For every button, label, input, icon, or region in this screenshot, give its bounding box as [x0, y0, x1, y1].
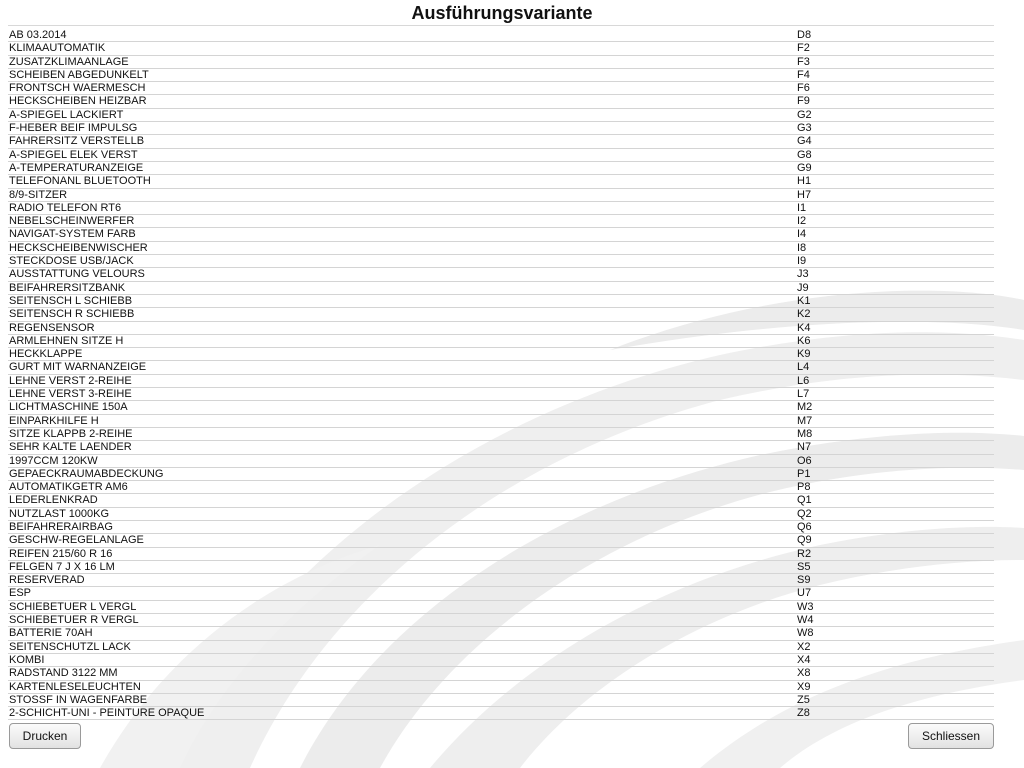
option-code: F4	[797, 68, 810, 81]
option-code: R2	[797, 547, 812, 560]
option-label: AUTOMATIKGETR AM6	[9, 481, 128, 494]
option-list	[8, 29, 994, 720]
option-label: BEIFAHRERSITZBANK	[9, 281, 126, 294]
option-code: I8	[797, 241, 807, 254]
option-code: P1	[797, 467, 811, 480]
option-code: W8	[797, 627, 814, 640]
option-label: REGENSENSOR	[9, 321, 95, 334]
option-label: 1997CCM 120KW	[9, 454, 98, 467]
option-row	[8, 202, 994, 215]
option-code: X9	[797, 680, 811, 693]
option-row	[8, 295, 994, 308]
option-row	[8, 667, 994, 680]
option-label: ARMLEHNEN SITZE H	[9, 334, 124, 347]
option-label: LICHTMASCHINE 150A	[9, 401, 128, 414]
option-label: SITZE KLAPPB 2-REIHE	[9, 427, 133, 440]
option-label: RADIO TELEFON RT6	[9, 201, 122, 214]
option-code: Z5	[797, 693, 810, 706]
option-row	[8, 162, 994, 175]
option-label: HECKSCHEIBENWISCHER	[9, 241, 148, 254]
option-label: STOSSF IN WAGENFARBE	[9, 693, 148, 706]
option-code: K2	[797, 308, 811, 321]
option-code: Q6	[797, 520, 812, 533]
option-row	[8, 69, 994, 82]
option-row	[8, 95, 994, 108]
option-code: Z8	[797, 707, 810, 720]
option-label: REIFEN 215/60 R 16	[9, 547, 113, 560]
option-label: EINPARKHILFE H	[9, 414, 99, 427]
option-label: SCHIEBETUER L VERGL	[9, 600, 137, 613]
option-row	[8, 29, 994, 42]
option-code: H7	[797, 188, 812, 201]
option-code: X4	[797, 653, 811, 666]
option-row	[8, 574, 994, 587]
option-row	[8, 694, 994, 707]
option-label: AUSSTATTUNG VELOURS	[9, 268, 145, 281]
option-label: RESERVERAD	[9, 574, 85, 587]
option-code: W3	[797, 600, 814, 613]
option-row	[8, 268, 994, 281]
option-label: LEDERLENKRAD	[9, 494, 98, 507]
option-row	[8, 534, 994, 547]
option-row	[8, 348, 994, 361]
option-row	[8, 189, 994, 202]
option-code: G8	[797, 148, 812, 161]
option-row	[8, 561, 994, 574]
option-label: SEITENSCH L SCHIEBB	[9, 294, 133, 307]
option-code: N7	[797, 441, 812, 454]
option-row	[8, 641, 994, 654]
option-code: K9	[797, 348, 811, 361]
option-label: LEHNE VERST 2-REIHE	[9, 374, 132, 387]
option-label: HECKKLAPPE	[9, 348, 83, 361]
option-label: SCHIEBETUER R VERGL	[9, 614, 139, 627]
option-row	[8, 441, 994, 454]
option-label: HECKSCHEIBEN HEIZBAR	[9, 95, 147, 108]
option-label: NAVIGAT-SYSTEM FARB	[9, 228, 136, 241]
option-code: G9	[797, 161, 812, 174]
option-code: I1	[797, 201, 807, 214]
option-row	[8, 415, 994, 428]
option-label: NEBELSCHEINWERFER	[9, 215, 135, 228]
option-row	[8, 614, 994, 627]
option-label: GEPAECKRAUMABDECKUNG	[9, 467, 164, 480]
option-code: F9	[797, 95, 810, 108]
option-code: I4	[797, 228, 807, 241]
option-code: U7	[797, 587, 812, 600]
option-row	[8, 548, 994, 561]
option-label: NUTZLAST 1000KG	[9, 507, 110, 520]
option-row	[8, 455, 994, 468]
option-label: F-HEBER BEIF IMPULSG	[9, 122, 138, 135]
option-label: BATTERIE 70AH	[9, 627, 93, 640]
option-code: H1	[797, 175, 812, 188]
option-code: S9	[797, 574, 811, 587]
option-row	[8, 308, 994, 321]
option-code: F2	[797, 42, 810, 55]
option-label: SCHEIBEN ABGEDUNKELT	[9, 68, 149, 81]
option-label: LEHNE VERST 3-REIHE	[9, 388, 132, 401]
option-code: F3	[797, 55, 810, 68]
option-row	[8, 601, 994, 614]
option-row	[8, 135, 994, 148]
option-row	[8, 627, 994, 640]
option-label: 8/9-SITZER	[9, 188, 68, 201]
option-row	[8, 149, 994, 162]
option-row	[8, 707, 994, 720]
option-row	[8, 361, 994, 374]
option-row	[8, 494, 994, 507]
option-code: M8	[797, 427, 813, 440]
option-code: K4	[797, 321, 811, 334]
option-row	[8, 508, 994, 521]
option-code: L4	[797, 361, 810, 374]
option-code: L7	[797, 388, 810, 401]
option-label: GESCHW-REGELANLAGE	[9, 534, 144, 547]
option-row	[8, 468, 994, 481]
print-button[interactable]: Drucken	[9, 723, 81, 749]
option-row	[8, 375, 994, 388]
option-row	[8, 335, 994, 348]
option-label: RADSTAND 3122 MM	[9, 667, 118, 680]
title-divider	[8, 25, 994, 26]
dialog-title: Ausführungsvariante	[411, 3, 593, 23]
option-row	[8, 282, 994, 295]
option-label: FRONTSCH WAERMESCH	[9, 82, 146, 95]
option-code: S5	[797, 560, 811, 573]
option-code: M7	[797, 414, 813, 427]
option-label: BEIFAHRERAIRBAG	[9, 520, 113, 533]
option-row	[8, 215, 994, 228]
option-row	[8, 481, 994, 494]
option-code: X8	[797, 667, 811, 680]
option-row	[8, 82, 994, 95]
option-row	[8, 428, 994, 441]
option-code: O6	[797, 454, 812, 467]
option-label: 2-SCHICHT-UNI - PEINTURE OPAQUE	[9, 707, 205, 720]
option-label: KLIMAAUTOMATIK	[9, 42, 106, 55]
option-label: A-TEMPERATURANZEIGE	[9, 161, 144, 174]
option-row	[8, 587, 994, 600]
option-code: K6	[797, 334, 811, 347]
option-label: SEITENSCHUTZL LACK	[9, 640, 131, 653]
option-code: F6	[797, 82, 810, 95]
option-code: J3	[797, 268, 809, 281]
option-code: M2	[797, 401, 813, 414]
option-row	[8, 681, 994, 694]
option-row	[8, 175, 994, 188]
option-row	[8, 122, 994, 135]
option-label: TELEFONANL BLUETOOTH	[9, 175, 151, 188]
option-label: FAHRERSITZ VERSTELLB	[9, 135, 145, 148]
close-button[interactable]: Schliessen	[908, 723, 994, 749]
option-row	[8, 401, 994, 414]
option-label: SEHR KALTE LAENDER	[9, 441, 132, 454]
option-label: ESP	[9, 587, 32, 600]
option-label: ZUSATZKLIMAANLAGE	[9, 55, 129, 68]
option-code: D8	[797, 29, 812, 41]
option-row	[8, 322, 994, 335]
option-label: AB 03.2014	[9, 29, 67, 41]
option-code: X2	[797, 640, 811, 653]
option-row	[8, 42, 994, 55]
option-row	[8, 255, 994, 268]
option-code: K1	[797, 294, 811, 307]
option-label: FELGEN 7 J X 16 LM	[9, 560, 115, 573]
option-row	[8, 56, 994, 69]
option-label: KOMBI	[9, 653, 45, 666]
option-label: A-SPIEGEL ELEK VERST	[9, 148, 138, 161]
option-code: W4	[797, 614, 814, 627]
option-label: A-SPIEGEL LACKIERT	[9, 108, 124, 121]
option-code: G4	[797, 135, 812, 148]
option-code: I2	[797, 215, 807, 228]
option-row	[8, 109, 994, 122]
option-code: Q9	[797, 534, 812, 547]
option-row	[8, 228, 994, 241]
option-row	[8, 242, 994, 255]
option-code: L6	[797, 374, 810, 387]
option-code: P8	[797, 481, 811, 494]
option-label: STECKDOSE USB/JACK	[9, 255, 134, 268]
option-code: G3	[797, 122, 812, 135]
option-row	[8, 388, 994, 401]
option-label: GURT MIT WARNANZEIGE	[9, 361, 147, 374]
option-label: SEITENSCH R SCHIEBB	[9, 308, 135, 321]
option-code: I9	[797, 255, 807, 268]
option-code: Q2	[797, 507, 812, 520]
option-code: G2	[797, 108, 812, 121]
option-row	[8, 521, 994, 534]
option-label: KARTENLESELEUCHTEN	[9, 680, 141, 693]
option-code: J9	[797, 281, 809, 294]
option-code: Q1	[797, 494, 812, 507]
option-row	[8, 654, 994, 667]
